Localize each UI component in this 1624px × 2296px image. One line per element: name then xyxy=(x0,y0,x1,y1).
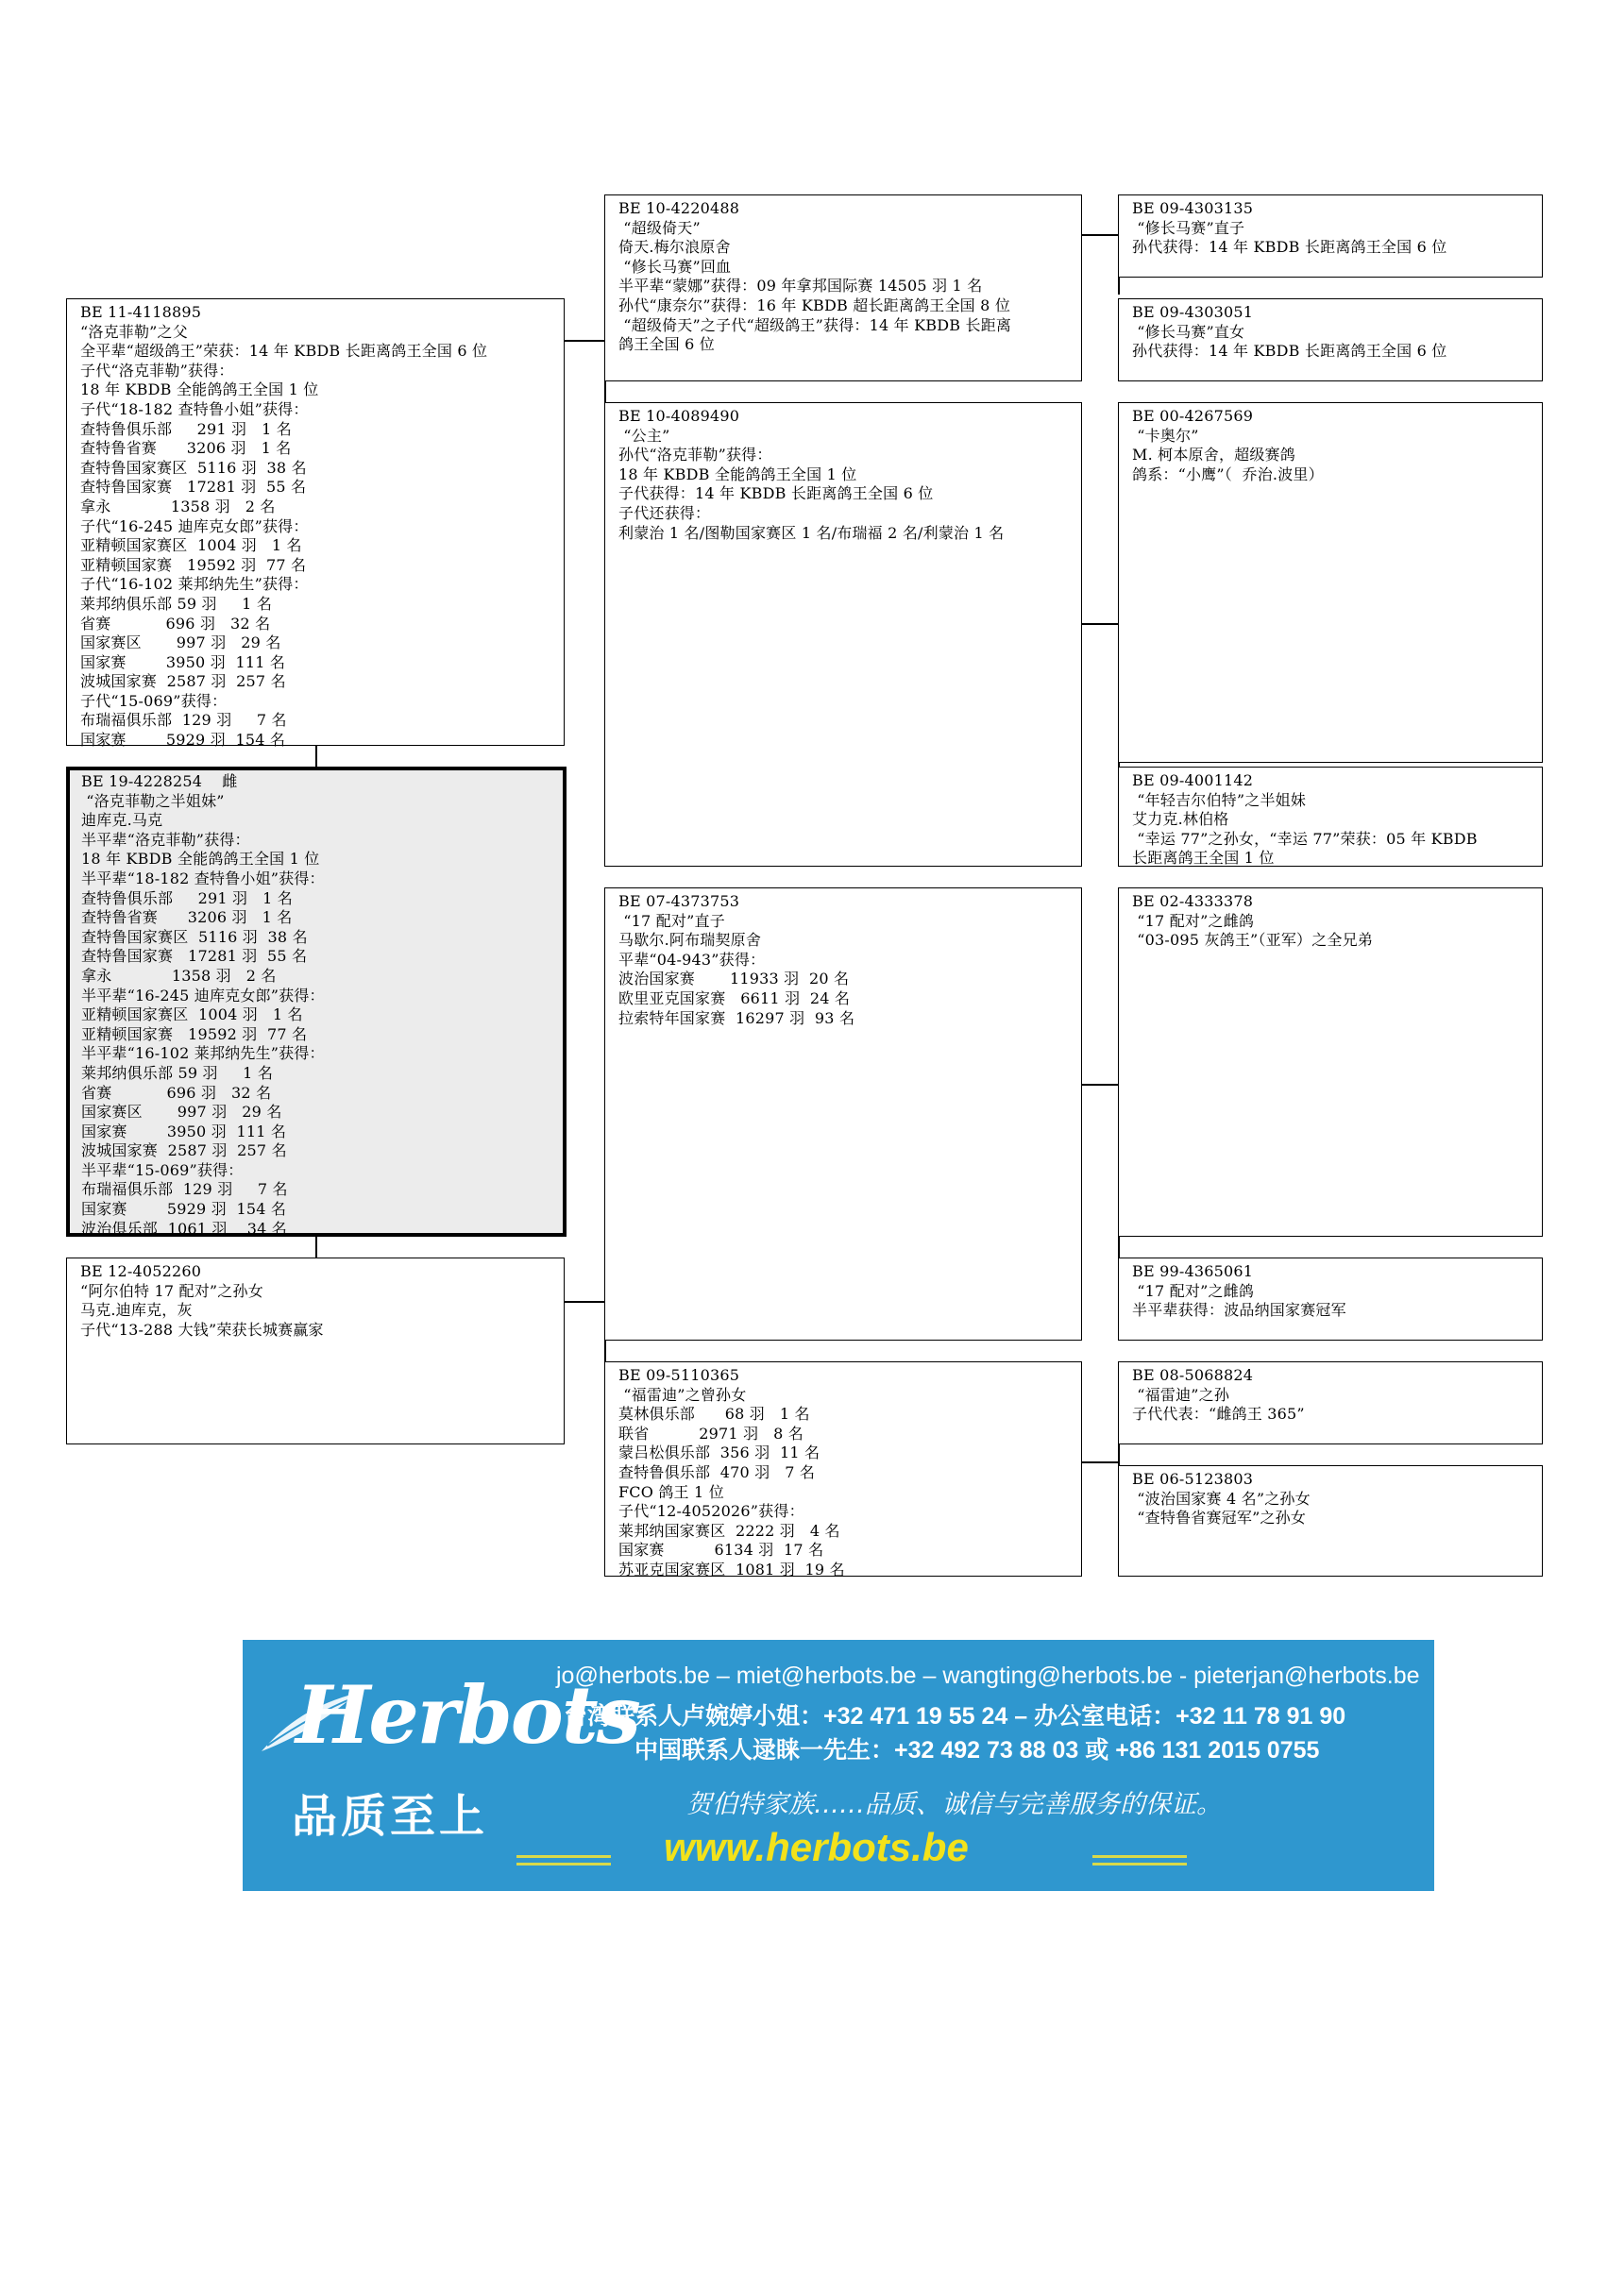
sire-line: 国家赛 3950 羽 111 名 xyxy=(80,652,286,671)
sire-line: BE 11-4118895 xyxy=(80,303,202,321)
sire-line: 莱邦纳俱乐部 59 羽 1 名 xyxy=(80,594,273,613)
subject-line: 波治俱乐部 1061 羽 34 名 xyxy=(81,1219,287,1238)
connector-sire-h xyxy=(565,340,604,342)
sire-line: 国家赛 5929 羽 154 名 xyxy=(80,731,286,750)
sire-line: 波城国家赛 2587 羽 257 名 xyxy=(80,672,286,691)
subject-line: 迪库克.马克 xyxy=(81,811,163,830)
pedigree-box-g3-2 xyxy=(1118,298,1543,381)
connector-subject-to-dam xyxy=(315,1237,317,1258)
connector-ds-h xyxy=(1082,1084,1118,1086)
dam-dam-line: 子代“12-4052026”获得： xyxy=(618,1502,804,1521)
sire-dam-line: 孙代“洛克菲勒”获得： xyxy=(618,446,772,464)
dam-sire-line: 马歇尔.阿布瑞契原舍 xyxy=(618,931,762,950)
pedigree-box-g3-8 xyxy=(1118,1465,1543,1577)
dam-dam-line: FCO 鸽王 1 位 xyxy=(618,1482,724,1501)
dam-sire-line: 波治国家赛 11933 羽 20 名 xyxy=(618,970,850,988)
herbots-banner xyxy=(243,1640,1434,1891)
g3-2-line: “修长马赛”直女 xyxy=(1132,322,1245,341)
subject-line: 亚精顿国家赛 19592 羽 77 名 xyxy=(81,1024,308,1043)
sire-dam-line: 子代还获得： xyxy=(618,503,711,522)
sire-sire-line: 孙代“康奈尔”获得：16 年 KBDB 超长距离鸽王全国 8 位 xyxy=(618,295,1011,314)
sire-sire-line: BE 10-4220488 xyxy=(618,199,740,217)
subject-line: 半平辈“16-245 迪库克女郎”获得： xyxy=(81,986,325,1004)
sire-line: 子代“16-245 迪库克女郎”获得： xyxy=(80,516,309,535)
g3-3-line: BE 00-4267569 xyxy=(1132,407,1254,425)
g3-4-line: 长距离鸽王全国 1 位 xyxy=(1132,849,1275,868)
subject-line: 拿永 1358 羽 2 名 xyxy=(81,966,277,985)
divider-left-2 xyxy=(516,1863,611,1866)
sire-line: 查特鲁国家赛区 5116 羽 38 名 xyxy=(80,458,307,477)
sire-dam-line: BE 10-4089490 xyxy=(618,407,740,425)
pedigree-box-dam xyxy=(66,1258,565,1444)
dam-sire-line: BE 07-4373753 xyxy=(618,892,740,910)
pedigree-box-g3-3 xyxy=(1118,402,1543,763)
dam-dam-line: 蒙吕松俱乐部 356 羽 11 名 xyxy=(618,1443,820,1462)
sire-line: 查特鲁国家赛 17281 羽 55 名 xyxy=(80,478,307,497)
g3-8-line: BE 06-5123803 xyxy=(1132,1470,1254,1488)
sire-line: 子代“洛克菲勒”获得： xyxy=(80,361,234,380)
subject-line: 18 年 KBDB 全能鸽鸽王全国 1 位 xyxy=(81,850,320,869)
dam-sire-line: 欧里亚克国家赛 6611 羽 24 名 xyxy=(618,988,851,1007)
sire-line: 查特鲁省赛 3206 羽 1 名 xyxy=(80,439,292,458)
subject-line: 半平辈“18-182 查特鲁小姐”获得： xyxy=(81,869,325,887)
g3-2-line: BE 09-4303051 xyxy=(1132,303,1254,321)
sire-line: 国家赛区 997 羽 29 名 xyxy=(80,633,281,652)
dam-line: BE 12-4052260 xyxy=(80,1262,202,1280)
subject-line: BE 19-4228254 雌 xyxy=(81,772,238,790)
dam-dam-line: 查特鲁俱乐部 470 羽 7 名 xyxy=(618,1462,816,1481)
dam-sire-line: “17 配对”直子 xyxy=(618,911,725,930)
subject-line: 布瑞福俱乐部 129 羽 7 名 xyxy=(81,1180,288,1199)
dam-line: 子代“13-288 大钱”荣获长城赛赢家 xyxy=(80,1320,324,1339)
subject-line: 半平辈“15-069”获得： xyxy=(81,1160,244,1179)
pedigree-box-sire-dam xyxy=(604,402,1082,867)
subject-line: 省赛 696 羽 32 名 xyxy=(81,1083,272,1102)
contact-emails[interactable]: jo@herbots.be – miet@herbots.be – wangting@herbots.be - pieterjan@herbots.be xyxy=(556,1663,1420,1689)
subject-line: 查特鲁俱乐部 291 羽 1 名 xyxy=(81,888,293,907)
taiwan-contact: 台湾联系人卢婉婷小姐：+32 471 19 55 24 – 办公室电话：+32 11 78 91 90 xyxy=(564,1703,1346,1730)
subject-line: 亚精顿国家赛区 1004 羽 1 名 xyxy=(81,1005,303,1024)
pedigree-box-g3-7 xyxy=(1118,1361,1543,1444)
g3-8-line: “查特鲁省赛冠军”之孙女 xyxy=(1132,1509,1307,1528)
dam-sire-line: 平辈“04-943”获得： xyxy=(618,950,766,969)
sire-sire-line: “超级倚天” xyxy=(618,218,701,237)
sire-dam-line: 子代获得：14 年 KBDB 长距离鸽王全国 6 位 xyxy=(618,484,934,503)
sire-sire-line: “超级倚天”之子代“超级鸽王”获得：14 年 KBDB 长距离 xyxy=(618,315,1012,334)
dam-line: 马克.迪库克，灰 xyxy=(80,1301,193,1320)
subject-line: 国家赛 5929 羽 154 名 xyxy=(81,1200,287,1219)
subject-line: 查特鲁省赛 3206 羽 1 名 xyxy=(81,908,293,927)
sire-line: 拿永 1358 羽 2 名 xyxy=(80,497,276,515)
sire-sire-line: 半平辈“蒙娜”获得：09 年拿邦国际赛 14505 羽 1 名 xyxy=(618,277,983,295)
website-link[interactable]: www.herbots.be xyxy=(664,1825,969,1869)
dam-dam-line: 莫林俱乐部 68 羽 1 名 xyxy=(618,1405,810,1424)
g3-3-line: 鸽系：“小鹰”（ 乔治.波里） xyxy=(1132,464,1324,483)
china-contact: 中国联系人逯睐一先生：+32 492 73 88 03 或 +86 131 2015 0755 xyxy=(634,1737,1320,1764)
sire-sire-line: 鸽王全国 6 位 xyxy=(618,335,715,354)
pedigree-box-sire-sire xyxy=(604,194,1082,381)
pedigree-box-sire xyxy=(66,298,565,750)
subject-line: 查特鲁国家赛区 5116 羽 38 名 xyxy=(81,927,308,946)
dam-dam-line: 莱邦纳国家赛区 2222 羽 4 名 xyxy=(618,1521,840,1540)
subject-line: 莱邦纳俱乐部 59 羽 1 名 xyxy=(81,1063,274,1082)
divider-right-2 xyxy=(1092,1863,1187,1866)
subject-line: 查特鲁国家赛 17281 羽 55 名 xyxy=(81,947,308,966)
g3-6-line: “17 配对”之雌鸽 xyxy=(1132,1281,1255,1300)
g3-5-line: “03-095 灰鸽王”（亚军）之全兄弟 xyxy=(1132,931,1374,950)
sire-sire-line: “修长马赛”回血 xyxy=(618,257,732,276)
sire-dam-line: “公主” xyxy=(618,426,670,445)
pedigree-box-dam-dam xyxy=(604,1361,1082,1577)
herbots-logo xyxy=(258,1668,639,1857)
g3-7-line: BE 08-5068824 xyxy=(1132,1366,1254,1384)
sire-line: 子代“18-182 查特鲁小姐”获得： xyxy=(80,399,309,418)
pedigree-box-g3-1 xyxy=(1118,194,1543,278)
g3-6-line: BE 99-4365061 xyxy=(1132,1262,1254,1280)
sire-sire-line: 倚天.梅尔浪原舍 xyxy=(618,238,731,257)
g3-8-line: “波治国家赛 4 名”之孙女 xyxy=(1132,1489,1311,1508)
connector-sd-h xyxy=(1082,623,1118,625)
g3-7-line: 子代代表：“雌鸽王 365” xyxy=(1132,1405,1305,1424)
logo-wordmark: Herbots xyxy=(296,1668,639,1762)
g3-4-line: 艾力克.林伯格 xyxy=(1132,810,1229,829)
sire-line: 全平辈“超级鸽王”荣获：14 年 KBDB 长距离鸽王全国 6 位 xyxy=(80,342,488,361)
sire-line: 18 年 KBDB 全能鸽鸽王全国 1 位 xyxy=(80,380,319,399)
sire-line: “洛克菲勒”之父 xyxy=(80,322,188,341)
g3-6-line: 半平辈获得：波品纳国家赛冠军 xyxy=(1132,1301,1346,1320)
g3-3-line: “卡奥尔” xyxy=(1132,426,1199,445)
pedigree-box-subject xyxy=(66,767,567,1237)
connector-dam-h xyxy=(565,1301,604,1303)
subject-line: 半平辈“16-102 莱邦纳先生”获得： xyxy=(81,1044,325,1063)
dam-dam-line: 国家赛 6134 羽 17 名 xyxy=(618,1541,824,1560)
g3-1-line: “修长马赛”直子 xyxy=(1132,218,1245,237)
pedigree-box-dam-sire xyxy=(604,887,1082,1341)
g3-1-line: 孙代获得：14 年 KBDB 长距离鸽王全国 6 位 xyxy=(1132,238,1447,257)
sire-dam-line: 利蒙治 1 名/图勒国家赛区 1 名/布瑞福 2 名/利蒙治 1 名 xyxy=(618,523,1005,542)
slogan: 品质至上 xyxy=(292,1790,489,1843)
sire-line: 子代“15-069”获得： xyxy=(80,691,228,710)
divider-left xyxy=(516,1855,611,1858)
subject-line: 半平辈“洛克菲勒”获得： xyxy=(81,830,250,849)
g3-7-line: “福雷迪”之孙 xyxy=(1132,1385,1230,1404)
sire-line: 布瑞福俱乐部 129 羽 7 名 xyxy=(80,711,287,730)
dam-dam-line: “福雷迪”之曾孙女 xyxy=(618,1385,747,1404)
g3-5-line: “17 配对”之雌鸽 xyxy=(1132,911,1255,930)
dam-dam-line: BE 09-5110365 xyxy=(618,1366,740,1384)
sire-line: 省赛 696 羽 32 名 xyxy=(80,614,271,633)
g3-4-line: “年轻吉尔伯特”之半姐妹 xyxy=(1132,790,1307,809)
pedigree-box-g3-6 xyxy=(1118,1258,1543,1341)
sire-line: 亚精顿国家赛 19592 羽 77 名 xyxy=(80,555,307,574)
dam-dam-line: 苏亚克国家赛区 1081 羽 19 名 xyxy=(618,1560,845,1578)
g3-2-line: 孙代获得：14 年 KBDB 长距离鸽王全国 6 位 xyxy=(1132,342,1447,361)
sire-line: 亚精顿国家赛区 1004 羽 1 名 xyxy=(80,536,302,555)
subject-line: 波城国家赛 2587 羽 257 名 xyxy=(81,1141,287,1160)
dam-sire-line: 拉索特年国家赛 16297 羽 93 名 xyxy=(618,1008,855,1027)
connector-ss-h xyxy=(1082,234,1118,236)
dam-dam-line: 联省 2971 羽 8 名 xyxy=(618,1424,804,1443)
pedigree-box-g3-5 xyxy=(1118,887,1543,1237)
subject-line: 国家赛 3950 羽 111 名 xyxy=(81,1122,287,1140)
tagline: 贺伯特家族……品质、诚信与完善服务的保证。 xyxy=(686,1790,1222,1819)
connector-dd-h xyxy=(1082,1461,1118,1463)
dam-line: “阿尔伯特 17 配对”之孙女 xyxy=(80,1281,263,1300)
g3-5-line: BE 02-4333378 xyxy=(1132,892,1254,910)
g3-1-line: BE 09-4303135 xyxy=(1132,199,1254,217)
g3-4-line: BE 09-4001142 xyxy=(1132,771,1254,789)
g3-3-line: M. 柯本原舍，超级赛鸽 xyxy=(1132,446,1295,464)
subject-line: “洛克菲勒之半姐妹” xyxy=(81,791,225,810)
sire-dam-line: 18 年 KBDB 全能鸽鸽王全国 1 位 xyxy=(618,464,857,483)
subject-line: 国家赛区 997 羽 29 名 xyxy=(81,1103,282,1122)
divider-right xyxy=(1092,1855,1187,1858)
sire-line: 子代“16-102 莱邦纳先生”获得： xyxy=(80,575,309,594)
g3-4-line: “幸运 77”之孙女，“幸运 77”荣获：05 年 KBDB xyxy=(1132,829,1478,848)
pedigree-box-g3-4 xyxy=(1118,767,1543,867)
sire-line: 查特鲁俱乐部 291 羽 1 名 xyxy=(80,419,292,438)
